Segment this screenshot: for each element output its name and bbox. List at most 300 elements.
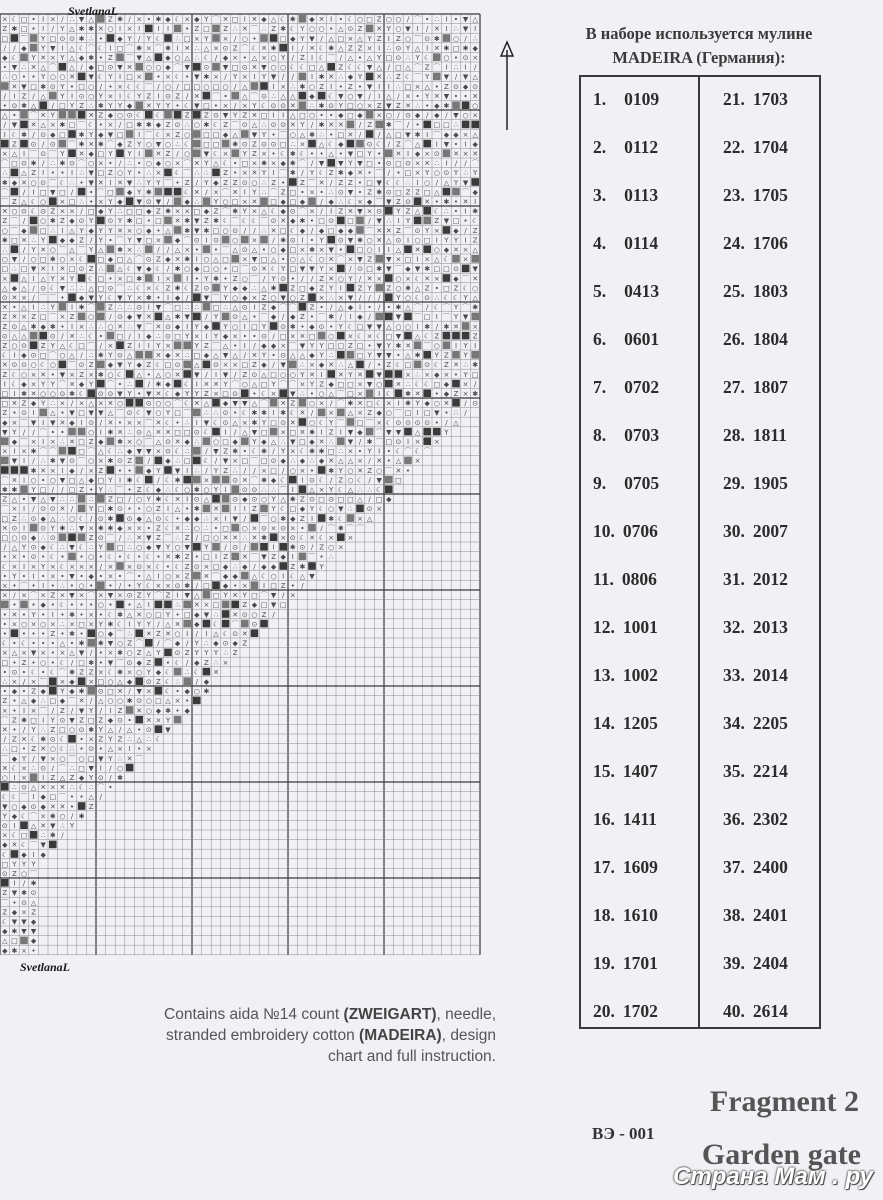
stitch-symbol: ✱ [88, 726, 95, 734]
thread-item [723, 329, 788, 350]
stitch-symbol: × [309, 188, 315, 197]
stitch-symbol: • [41, 630, 46, 638]
stitch-symbol: □ [78, 764, 85, 773]
stitch-symbol: ✕ [11, 610, 18, 619]
stitch-symbol: I [406, 236, 410, 245]
stitch-symbol: ✕ [155, 150, 162, 158]
stitch-fill [251, 581, 259, 589]
stitch-symbol: × [462, 150, 469, 158]
stitch-symbol: Z [223, 553, 228, 562]
stitch-symbol: ✱ [165, 44, 171, 53]
stitch-symbol: × [69, 370, 75, 379]
thread-item [723, 569, 788, 590]
stitch-symbol: □ [78, 82, 85, 91]
stitch-symbol: ○ [433, 399, 440, 408]
stitch-symbol: □ [423, 188, 431, 197]
stitch-symbol: • [434, 390, 439, 398]
stitch-symbol: ✱ [232, 207, 239, 216]
stitch-symbol: ▼ [405, 130, 411, 139]
stitch-symbol: ◆ [126, 678, 133, 686]
stitch-symbol: ◆ [280, 159, 286, 168]
thread-number: 7. [593, 377, 607, 397]
stitch-symbol: × [232, 361, 239, 370]
stitch-symbol: / [32, 428, 35, 437]
stitch-fill [260, 620, 268, 628]
stitch-symbol: • [41, 553, 46, 562]
stitch-symbol: × [328, 265, 335, 274]
stitch-symbol: ⌒ [279, 169, 287, 178]
stitch-symbol: ⌒ [58, 668, 66, 677]
stitch-symbol: ⌒ [337, 390, 345, 398]
stitch-symbol: ◆ [88, 572, 94, 581]
stitch-fill [49, 236, 57, 244]
stitch-fill [39, 101, 47, 109]
stitch-fill [443, 34, 451, 42]
stitch-symbol: ✱ [97, 351, 104, 360]
stitch-symbol: ◆ [30, 534, 37, 542]
stitch-symbol: / [282, 466, 285, 475]
stitch-symbol: ◆ [146, 543, 152, 552]
stitch-symbol: ✱ [433, 34, 440, 43]
stitch-symbol: ▼ [376, 342, 382, 350]
stitch-symbol: ☾ [433, 303, 440, 312]
stitch-symbol: ✱ [107, 428, 114, 437]
stitch-symbol: ⊙ [30, 553, 37, 562]
stitch-symbol: □ [423, 313, 431, 322]
stitch-symbol: ○ [241, 380, 248, 389]
stitch-symbol: ○ [395, 15, 402, 24]
stitch-symbol: Y [31, 726, 36, 734]
stitch-symbol: ✱ [117, 668, 123, 677]
stitch-symbol: ✱ [69, 610, 75, 619]
stitch-symbol: I [147, 342, 150, 350]
stitch-symbol: ⊙ [40, 150, 47, 158]
stitch-symbol: □ [107, 188, 114, 197]
stitch-symbol: ☾ [11, 793, 18, 802]
stitch-symbol: ⌒ [183, 169, 191, 178]
stitch-symbol: I [301, 236, 304, 245]
stitch-symbol: ⊙ [232, 313, 239, 322]
stitch-symbol: ○ [116, 639, 124, 648]
stitch-fill [68, 111, 76, 119]
stitch-symbol: ○ [433, 342, 440, 350]
stitch-symbol: × [78, 322, 85, 331]
stitch-symbol: ⌒ [97, 188, 105, 197]
stitch-symbol: × [193, 34, 200, 43]
stitch-symbol: ⊙ [424, 418, 431, 427]
stitch-symbol: ☾ [356, 476, 364, 485]
stitch-symbol: / [22, 678, 26, 686]
stitch-symbol: ∴ [242, 534, 248, 542]
thread-number: 20. [593, 1001, 615, 1021]
stitch-symbol: × [299, 380, 306, 389]
stitch-symbol: × [126, 668, 133, 677]
stitch-symbol: ⊙ [222, 409, 229, 418]
stitch-symbol: Z [396, 198, 401, 206]
stitch-symbol: ☾ [174, 169, 181, 178]
stitch-symbol: ⌒ [87, 303, 95, 312]
stitch-fill [49, 677, 57, 685]
stitch-symbol: ✱ [261, 476, 267, 485]
stitch-symbol: / [13, 591, 16, 600]
thread-code: 1411 [622, 809, 657, 829]
stitch-symbol: ∴ [261, 226, 267, 235]
stitch-symbol: ∴ [60, 514, 65, 523]
stitch-symbol: × [117, 82, 123, 91]
stitch-fill [366, 389, 374, 397]
stitch-fill [241, 130, 249, 138]
stitch-symbol: × [11, 553, 18, 562]
thread-number: 5. [593, 281, 607, 301]
stitch-symbol: × [145, 284, 152, 293]
stitch-symbol: • [60, 553, 65, 562]
stitch-symbol: ☾ [280, 476, 287, 485]
stitch-symbol: × [232, 457, 239, 466]
stitch-fill [155, 687, 163, 695]
stitch-symbol: I [138, 332, 141, 341]
thread-item [593, 713, 658, 734]
thread-code: 2302 [752, 809, 788, 829]
stitch-fill [87, 639, 95, 647]
stitch-symbol: × [30, 706, 37, 715]
stitch-symbol: • [415, 92, 420, 101]
stitch-symbol: □ [299, 111, 306, 120]
stitch-symbol: / [70, 505, 74, 514]
stitch-symbol: △ [59, 342, 66, 350]
stitch-fill [337, 217, 345, 225]
stitch-symbol: / [70, 812, 74, 821]
stitch-symbol: / [109, 313, 112, 322]
stitch-symbol: ✕ [318, 178, 325, 187]
stitch-symbol: Z [12, 198, 17, 206]
stitch-symbol: Y [117, 217, 123, 226]
stitch-symbol: ✕ [289, 102, 296, 110]
stitch-symbol: / [128, 495, 131, 504]
stitch-symbol: × [424, 370, 431, 379]
stitch-fill [203, 361, 211, 369]
stitch-symbol: ✱ [126, 476, 133, 485]
stitch-symbol: / [186, 658, 189, 667]
stitch-symbol: • [405, 466, 411, 475]
stitch-symbol: I [378, 447, 381, 456]
stitch-symbol: × [49, 466, 56, 475]
stitch-symbol: ▼ [242, 399, 248, 408]
stitch-symbol: □ [49, 793, 57, 802]
stitch-symbol: I [416, 409, 419, 418]
stitch-symbol: ⊙ [78, 92, 85, 101]
stitch-symbol: ▼ [30, 265, 37, 274]
stitch-symbol: ○ [49, 745, 56, 754]
stitch-symbol: ○ [164, 399, 172, 408]
stitch-symbol: ✕ [1, 764, 8, 773]
stitch-symbol: ∴ [184, 418, 190, 427]
stitch-symbol: / [234, 370, 237, 379]
stitch-symbol: ▼ [395, 428, 402, 437]
stitch-symbol: ⊙ [424, 34, 431, 43]
stitch-fill [222, 610, 230, 618]
stitch-symbol: × [126, 524, 133, 533]
stitch-symbol: / [272, 361, 275, 370]
stitch-symbol: □ [366, 15, 373, 24]
stitch-symbol: Y [117, 102, 123, 110]
stitch-symbol: ∴ [194, 438, 200, 446]
stitch-symbol: □ [68, 476, 76, 485]
stitch-symbol: ◆ [174, 236, 181, 245]
stitch-symbol: ◆ [222, 572, 229, 581]
stitch-symbol: □ [59, 130, 66, 139]
stitch-symbol: △ [290, 111, 296, 120]
stitch-symbol: / [330, 178, 333, 187]
stitch-symbol: ▼ [155, 303, 162, 312]
stitch-symbol: • [60, 428, 65, 437]
stitch-symbol: □ [39, 226, 47, 235]
stitch-symbol: ☾ [49, 543, 56, 552]
stitch-symbol: ✱ [88, 25, 95, 34]
stitch-symbol: • [309, 466, 315, 475]
stitch-symbol: • [242, 54, 247, 62]
stitch-symbol: ◆ [434, 102, 440, 110]
stitch-symbol: I [70, 322, 74, 331]
stitch-symbol: ∴ [60, 822, 65, 830]
stitch-symbol: Z [319, 274, 324, 283]
stitch-symbol: • [50, 639, 55, 648]
stitch-symbol: ✱ [1, 236, 8, 245]
stitch-symbol: ✱ [126, 217, 133, 226]
stitch-symbol: ○ [164, 82, 172, 91]
stitch-symbol: ⊙ [49, 505, 56, 514]
stitch-symbol: ∴ [261, 121, 267, 130]
stitch-symbol: ▼ [222, 111, 229, 120]
stitch-symbol: / [195, 534, 198, 542]
stitch-symbol: Z [165, 150, 171, 158]
stitch-symbol: □ [68, 198, 76, 206]
stitch-symbol: △ [21, 303, 27, 312]
stitch-symbol: Y [405, 44, 411, 53]
stitch-symbol: △ [347, 457, 354, 466]
stitch-symbol: ⊙ [165, 447, 171, 456]
stitch-symbol: Z [300, 514, 305, 523]
stitch-symbol: △ [165, 226, 171, 235]
stitch-symbol: × [40, 591, 47, 600]
stitch-symbol: ✱ [280, 514, 287, 523]
stitch-symbol: × [174, 572, 181, 581]
stitch-symbol: I [474, 25, 477, 34]
stitch-fill [203, 92, 211, 100]
stitch-symbol: Z [127, 140, 132, 149]
stitch-symbol: □ [347, 102, 354, 110]
stitch-symbol: ✕ [251, 534, 258, 542]
stitch-symbol: ○ [174, 630, 181, 638]
stitch-symbol: ☾ [337, 486, 344, 494]
stitch-symbol: Z [98, 716, 104, 725]
stitch-symbol: I [109, 706, 112, 715]
stitch-symbol: Z [79, 370, 84, 379]
stitch-symbol: I [128, 745, 131, 754]
stitch-fill [222, 495, 230, 503]
stitch-symbol: Y [261, 169, 267, 178]
stitch-symbol: □ [308, 332, 316, 341]
stitch-symbol: × [117, 274, 123, 283]
stitch-symbol: • [89, 601, 94, 610]
stitch-symbol: ▼ [376, 178, 382, 187]
stitch-symbol: Z [184, 649, 190, 658]
stitch-symbol: Y [223, 591, 228, 600]
stitch-symbol: ∴ [69, 284, 75, 293]
stitch-symbol: • [319, 553, 324, 562]
stitch-symbol: I [320, 370, 323, 379]
stitch-fill [183, 601, 191, 609]
thread-item [593, 233, 658, 254]
stitch-symbol: △ [347, 486, 354, 494]
stitch-symbol: • [233, 169, 238, 178]
stitch-symbol: • [98, 610, 103, 619]
stitch-symbol: △ [414, 44, 421, 53]
stitch-symbol: △ [2, 284, 8, 293]
stitch-symbol: × [299, 246, 306, 254]
stitch-symbol: ✕ [213, 668, 219, 677]
stitch-symbol: ◆ [434, 370, 440, 379]
stitch-symbol: / [70, 399, 74, 408]
stitch-symbol: ▼ [414, 265, 421, 274]
stitch-symbol: ⊙ [203, 284, 210, 293]
stitch-symbol: × [49, 754, 56, 763]
stitch-symbol: ⊙ [270, 457, 277, 466]
stitch-symbol: Y [425, 73, 430, 82]
stitch-symbol: I [42, 774, 45, 782]
stitch-symbol: • [213, 246, 219, 254]
stitch-fill [59, 533, 67, 541]
stitch-fill [116, 188, 124, 196]
stitch-symbol: Z [156, 630, 161, 638]
stitch-symbol: ⌒ [154, 44, 162, 53]
stitch-symbol: I [378, 44, 381, 53]
stitch-symbol: ∴ [2, 169, 8, 178]
stitch-symbol: • [41, 668, 46, 677]
stitch-fill [174, 380, 182, 388]
stitch-symbol: ◆ [2, 927, 8, 936]
stitch-symbol: ◆ [328, 198, 334, 206]
stitch-symbol: Z [319, 380, 324, 389]
stitch-symbol: ∴ [280, 438, 286, 446]
stitch-fill [279, 284, 287, 292]
stitch-symbol: □ [155, 217, 162, 226]
stitch-symbol: • [31, 15, 36, 24]
stitch-symbol: ◆ [222, 130, 229, 139]
stitch-symbol: ✕ [472, 92, 479, 101]
thread-code: 2401 [752, 905, 788, 925]
stitch-symbol: ✱ [328, 514, 335, 523]
stitch-symbol: ◆ [242, 294, 248, 302]
stitch-symbol: Z [319, 82, 324, 91]
stitch-symbol: × [107, 92, 114, 101]
stitch-symbol: ✱ [376, 265, 383, 274]
stitch-symbol: ▼ [136, 313, 142, 322]
design-title: Garden gate [701, 1138, 861, 1171]
stitch-symbol: ✱ [328, 313, 335, 322]
stitch-symbol: I [166, 505, 170, 514]
stitch-fill [404, 245, 412, 253]
stitch-symbol: ⌒ [394, 409, 402, 418]
stitch-symbol: ▼ [146, 390, 152, 398]
stitch-symbol: Z [223, 121, 228, 130]
stitch-symbol: ◆ [30, 918, 37, 926]
stitch-symbol: ✱ [21, 102, 27, 110]
stitch-symbol: ☾ [414, 447, 421, 456]
stitch-symbol: / [387, 169, 390, 178]
stitch-fill [289, 476, 297, 484]
stitch-symbol: ⊙ [385, 188, 392, 197]
stitch-symbol: × [136, 418, 143, 427]
stitch-symbol: Y [41, 399, 46, 408]
stitch-symbol: Y [31, 610, 36, 619]
stitch-symbol: ⊙ [405, 418, 411, 427]
stitch-fill [251, 629, 259, 637]
stitch-symbol: × [49, 121, 56, 130]
stitch-symbol: ✱ [49, 457, 56, 466]
stitch-symbol: Y [165, 543, 171, 552]
stitch-symbol: ▼ [11, 255, 18, 264]
thread-item [593, 665, 658, 686]
stitch-symbol: ▼ [338, 159, 344, 168]
stitch-symbol: ✱ [424, 322, 431, 331]
stitch-symbol: I [42, 716, 45, 725]
stitch-symbol: I [339, 428, 342, 437]
thread-number: 3. [593, 185, 607, 205]
stitch-symbol: • [2, 572, 7, 581]
stitch-symbol: • [117, 572, 123, 581]
stitch-symbol: ✕ [251, 63, 258, 72]
stitch-symbol: ⊙ [337, 188, 344, 197]
stitch-symbol: / [22, 188, 26, 197]
thread-number: 14. [593, 713, 615, 733]
stitch-symbol: • [108, 236, 113, 245]
stitch-symbol: ○ [49, 361, 56, 370]
stitch-symbol: I [13, 822, 16, 830]
thread-number: 24. [723, 233, 745, 253]
stitch-symbol: ⌒ [414, 63, 422, 72]
stitch-symbol: ○ [308, 111, 316, 120]
stitch-symbol: ○ [136, 543, 143, 552]
stitch-symbol: □ [327, 342, 335, 350]
stitch-symbol: / [445, 111, 448, 120]
stitch-symbol: ✕ [155, 322, 162, 331]
stitch-symbol: △ [251, 121, 258, 130]
stitch-symbol: ☾ [145, 582, 152, 590]
stitch-symbol: ▼ [88, 73, 94, 82]
stitch-fill [231, 524, 239, 532]
stitch-symbol: □ [116, 332, 124, 341]
stitch-symbol: Z [2, 409, 8, 418]
stitch-symbol: Y [12, 860, 17, 869]
stitch-symbol: ○ [433, 246, 440, 254]
stitch-symbol: ▼ [376, 476, 382, 485]
stitch-symbol: ✕ [59, 274, 66, 283]
stitch-symbol: × [145, 44, 152, 53]
stitch-symbol: ○ [289, 466, 296, 475]
stitch-symbol: ⌒ [78, 121, 86, 130]
stitch-symbol: ◆ [338, 226, 344, 235]
stitch-symbol: △ [40, 121, 46, 130]
stitch-symbol: ⌒ [279, 380, 287, 389]
stitch-fill [471, 178, 479, 186]
stitch-fill [20, 601, 28, 609]
stitch-symbol: ○ [241, 274, 248, 283]
stitch-symbol: ∴ [290, 140, 296, 149]
stitch-symbol: × [203, 562, 210, 571]
stitch-symbol: Z [252, 140, 257, 149]
stitch-symbol: ✱ [21, 716, 27, 725]
stitch-symbol: ⊙ [59, 34, 66, 43]
